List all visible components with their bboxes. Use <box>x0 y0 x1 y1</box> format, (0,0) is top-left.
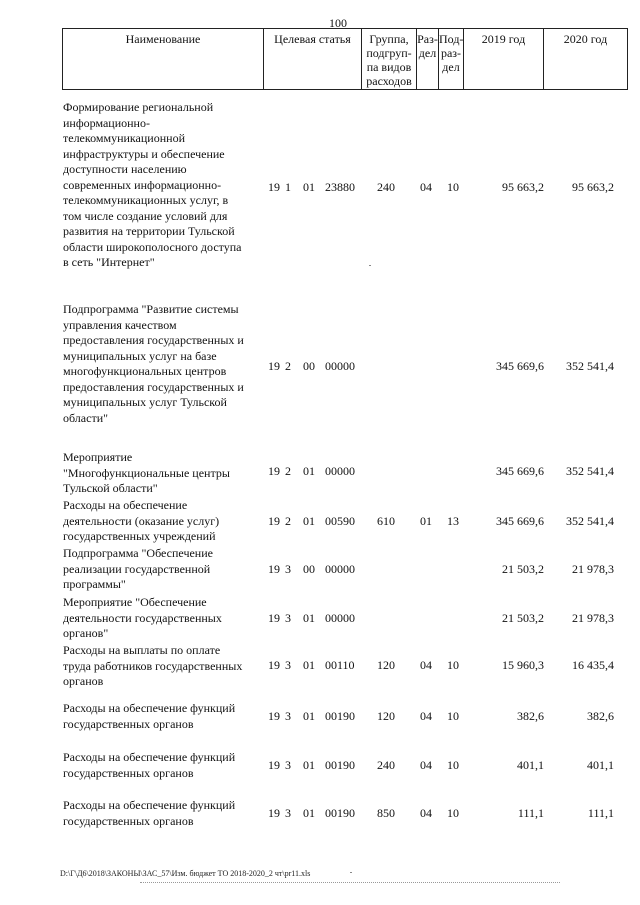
amount-2020: 21 978,3 <box>572 562 614 576</box>
scan-speck <box>369 265 371 266</box>
target-code-program: 19 <box>268 464 280 478</box>
target-code-subprogram: 3 <box>285 709 291 723</box>
target-code-program: 19 <box>268 758 280 772</box>
amount-2020: 352 541,4 <box>566 359 614 373</box>
target-code-event: 01 <box>303 806 315 820</box>
row-name-line: труда работников государственных <box>63 658 243 673</box>
target-code-direction: 00590 <box>325 514 355 528</box>
target-code-subprogram: 3 <box>285 758 291 772</box>
target-code-event: 00 <box>303 562 315 576</box>
amount-2020: 111,1 <box>587 806 614 820</box>
expense-group: 850 <box>377 806 395 820</box>
row-name-line: Расходы на обеспечение <box>63 498 188 512</box>
row-name-line: государственных органов <box>63 716 194 731</box>
target-code-subprogram: 1 <box>285 180 291 194</box>
header-group-line1: Группа, <box>369 32 409 46</box>
header-razdel-line1: Раз- <box>417 32 438 46</box>
header-group-line4: расходов <box>366 74 412 88</box>
row-name-line: управления качеством <box>63 317 177 332</box>
amount-2020: 352 541,4 <box>566 514 614 528</box>
row-name-line: Расходы на обеспечение функций <box>63 701 236 715</box>
amount-2019: 345 669,6 <box>496 359 544 373</box>
razdel-code: 04 <box>420 709 432 723</box>
target-code-event: 01 <box>303 709 315 723</box>
header-podrazdel-line1: Под- <box>439 32 464 46</box>
row-name-line: государственных органов <box>63 765 194 780</box>
header-razdel-line2: дел <box>418 46 437 60</box>
row-name <box>63 595 263 642</box>
razdel-code: 04 <box>420 180 432 194</box>
amount-2019: 95 663,2 <box>502 180 544 194</box>
podrazdel-code: 10 <box>447 758 459 772</box>
row-name-line: телекоммуникационных услуг, в <box>63 193 229 207</box>
target-code-direction: 00190 <box>325 806 355 820</box>
podrazdel-code: 10 <box>447 806 459 820</box>
podrazdel-code: 10 <box>447 658 459 672</box>
row-name <box>63 546 263 593</box>
target-code-event: 00 <box>303 359 315 373</box>
row-name-line: реализации государственной <box>63 561 211 576</box>
row-name-line: Мероприятие "Обеспечение <box>63 595 207 609</box>
razdel-code: 04 <box>420 658 432 672</box>
target-code-event: 01 <box>303 180 315 194</box>
podrazdel-code: 10 <box>447 709 459 723</box>
row-name <box>63 100 263 271</box>
target-code-program: 19 <box>268 611 280 625</box>
podrazdel-code: 13 <box>447 514 459 528</box>
row-name-line: Подпрограмма "Развитие системы <box>63 302 239 316</box>
row-name-line: современных информационно- <box>63 177 222 192</box>
target-code-subprogram: 3 <box>285 806 291 820</box>
row-name-line: государственных учреждений <box>63 529 216 543</box>
file-path-footer: D:\Г\Д6\2018\ЗАКОНЫ\ЗАС_57\Изм. бюджет ТО 2018-2020_2 чт\pr11.xls <box>60 869 311 878</box>
target-code-event: 01 <box>303 514 315 528</box>
target-code-direction: 00000 <box>325 562 355 576</box>
amount-2020: 95 663,2 <box>572 180 614 194</box>
header-cell-podrazdel <box>438 28 464 90</box>
row-name-line: информационно- <box>63 115 150 130</box>
row-name-line: деятельности государственных <box>63 610 222 625</box>
page-number: 100 <box>329 16 347 30</box>
amount-2019: 21 503,2 <box>502 562 544 576</box>
row-name-line: Расходы на выплаты по оплате <box>63 643 221 657</box>
amount-2019: 345 669,6 <box>496 514 544 528</box>
row-name-line: том числе создание условий для <box>63 208 228 223</box>
razdel-code: 04 <box>420 806 432 820</box>
target-code-direction: 00110 <box>325 658 355 672</box>
header-cell-razdel <box>416 28 439 90</box>
target-code-event: 01 <box>303 464 315 478</box>
row-name-line: муниципальных услуг Тульской <box>63 395 227 409</box>
header-cell-target <box>263 28 362 90</box>
header-group-line2: подгруп- <box>366 46 412 60</box>
header-group-line3: па видов <box>366 60 412 74</box>
row-name-line: Формирование региональной <box>63 100 214 114</box>
row-name-line: Тульской области" <box>63 481 158 495</box>
header-year1-label: 2019 год <box>481 32 526 46</box>
row-name-line: инфраструктуры и обеспечение <box>63 146 225 161</box>
razdel-code: 04 <box>420 758 432 772</box>
row-name <box>63 643 263 690</box>
row-name-line: в сеть "Интернет" <box>63 255 155 269</box>
row-name-line: предоставления государственных и <box>63 333 244 347</box>
target-code-program: 19 <box>268 806 280 820</box>
row-name-line: муниципальных услуг на базе <box>63 348 217 363</box>
row-name-line: доступности населению <box>63 162 187 176</box>
amount-2020: 352 541,4 <box>566 464 614 478</box>
amount-2019: 21 503,2 <box>502 611 544 625</box>
target-code-event: 01 <box>303 658 315 672</box>
row-name-line: телекоммуникационной <box>63 131 185 145</box>
target-code-direction: 00190 <box>325 758 355 772</box>
header-cell-year2 <box>543 28 628 90</box>
row-name-line: Подпрограмма "Обеспечение <box>63 546 213 560</box>
target-code-direction: 23880 <box>325 180 355 194</box>
row-name <box>63 302 263 426</box>
header-cell-name <box>62 28 264 90</box>
target-code-program: 19 <box>268 514 280 528</box>
amount-2020: 382,6 <box>587 709 614 723</box>
row-name-line: деятельности (оказание услуг) <box>63 513 220 528</box>
row-name-line: государственных органов <box>63 813 194 828</box>
target-code-program: 19 <box>268 562 280 576</box>
row-name-line: программы" <box>63 577 126 591</box>
target-code-direction: 00190 <box>325 709 355 723</box>
target-code-program: 19 <box>268 359 280 373</box>
expense-group: 610 <box>377 514 395 528</box>
target-code-subprogram: 3 <box>285 611 291 625</box>
amount-2019: 401,1 <box>517 758 544 772</box>
target-code-direction: 00000 <box>325 359 355 373</box>
row-name-line: области широкополосного доступа <box>63 239 242 254</box>
row-name <box>63 498 263 545</box>
header-podrazdel-line2: раз- <box>440 46 462 60</box>
footer-scan-line <box>140 882 560 883</box>
row-name-line: органов <box>63 674 104 688</box>
razdel-code: 01 <box>420 514 432 528</box>
target-code-subprogram: 2 <box>285 464 291 478</box>
target-code-event: 01 <box>303 611 315 625</box>
row-name <box>63 701 263 732</box>
target-code-program: 19 <box>268 709 280 723</box>
expense-group: 120 <box>377 658 395 672</box>
amount-2019: 382,6 <box>517 709 544 723</box>
header-cell-year1 <box>463 28 544 90</box>
header-name-label: Наименование <box>125 32 201 46</box>
row-name <box>63 450 263 497</box>
row-name-line: "Многофункциональные центры <box>63 465 230 480</box>
header-target-label: Целевая статья <box>274 32 351 46</box>
row-name-line: Расходы на обеспечение функций <box>63 750 236 764</box>
header-podrazdel-line3: дел <box>442 60 460 74</box>
target-code-direction: 00000 <box>325 611 355 625</box>
podrazdel-code: 10 <box>447 180 459 194</box>
row-name <box>63 798 263 829</box>
row-name-line: органов" <box>63 626 109 640</box>
expense-group: 240 <box>377 758 395 772</box>
target-code-subprogram: 2 <box>285 514 291 528</box>
scan-speck <box>350 872 352 873</box>
table-header <box>62 28 628 90</box>
row-name-line: предоставления государственных и <box>63 379 244 394</box>
header-year2-label: 2020 год <box>563 32 608 46</box>
row-name-line: многофункциональных центров <box>63 364 227 378</box>
target-code-direction: 00000 <box>325 464 355 478</box>
target-code-event: 01 <box>303 758 315 772</box>
row-name <box>63 750 263 781</box>
amount-2019: 345 669,6 <box>496 464 544 478</box>
row-name-line: Расходы на обеспечение функций <box>63 798 236 812</box>
target-code-subprogram: 3 <box>285 562 291 576</box>
row-name-line: развития на территории Тульской <box>63 224 235 238</box>
row-name-line: Мероприятие <box>63 450 133 464</box>
target-code-subprogram: 2 <box>285 359 291 373</box>
amount-2020: 401,1 <box>587 758 614 772</box>
expense-group: 240 <box>377 180 395 194</box>
target-code-program: 19 <box>268 658 280 672</box>
amount-2020: 21 978,3 <box>572 611 614 625</box>
header-cell-group <box>361 28 417 90</box>
target-code-program: 19 <box>268 180 280 194</box>
amount-2020: 16 435,4 <box>572 658 614 672</box>
amount-2019: 111,1 <box>517 806 544 820</box>
target-code-subprogram: 3 <box>285 658 291 672</box>
amount-2019: 15 960,3 <box>502 658 544 672</box>
expense-group: 120 <box>377 709 395 723</box>
row-name-line: области" <box>63 410 109 425</box>
